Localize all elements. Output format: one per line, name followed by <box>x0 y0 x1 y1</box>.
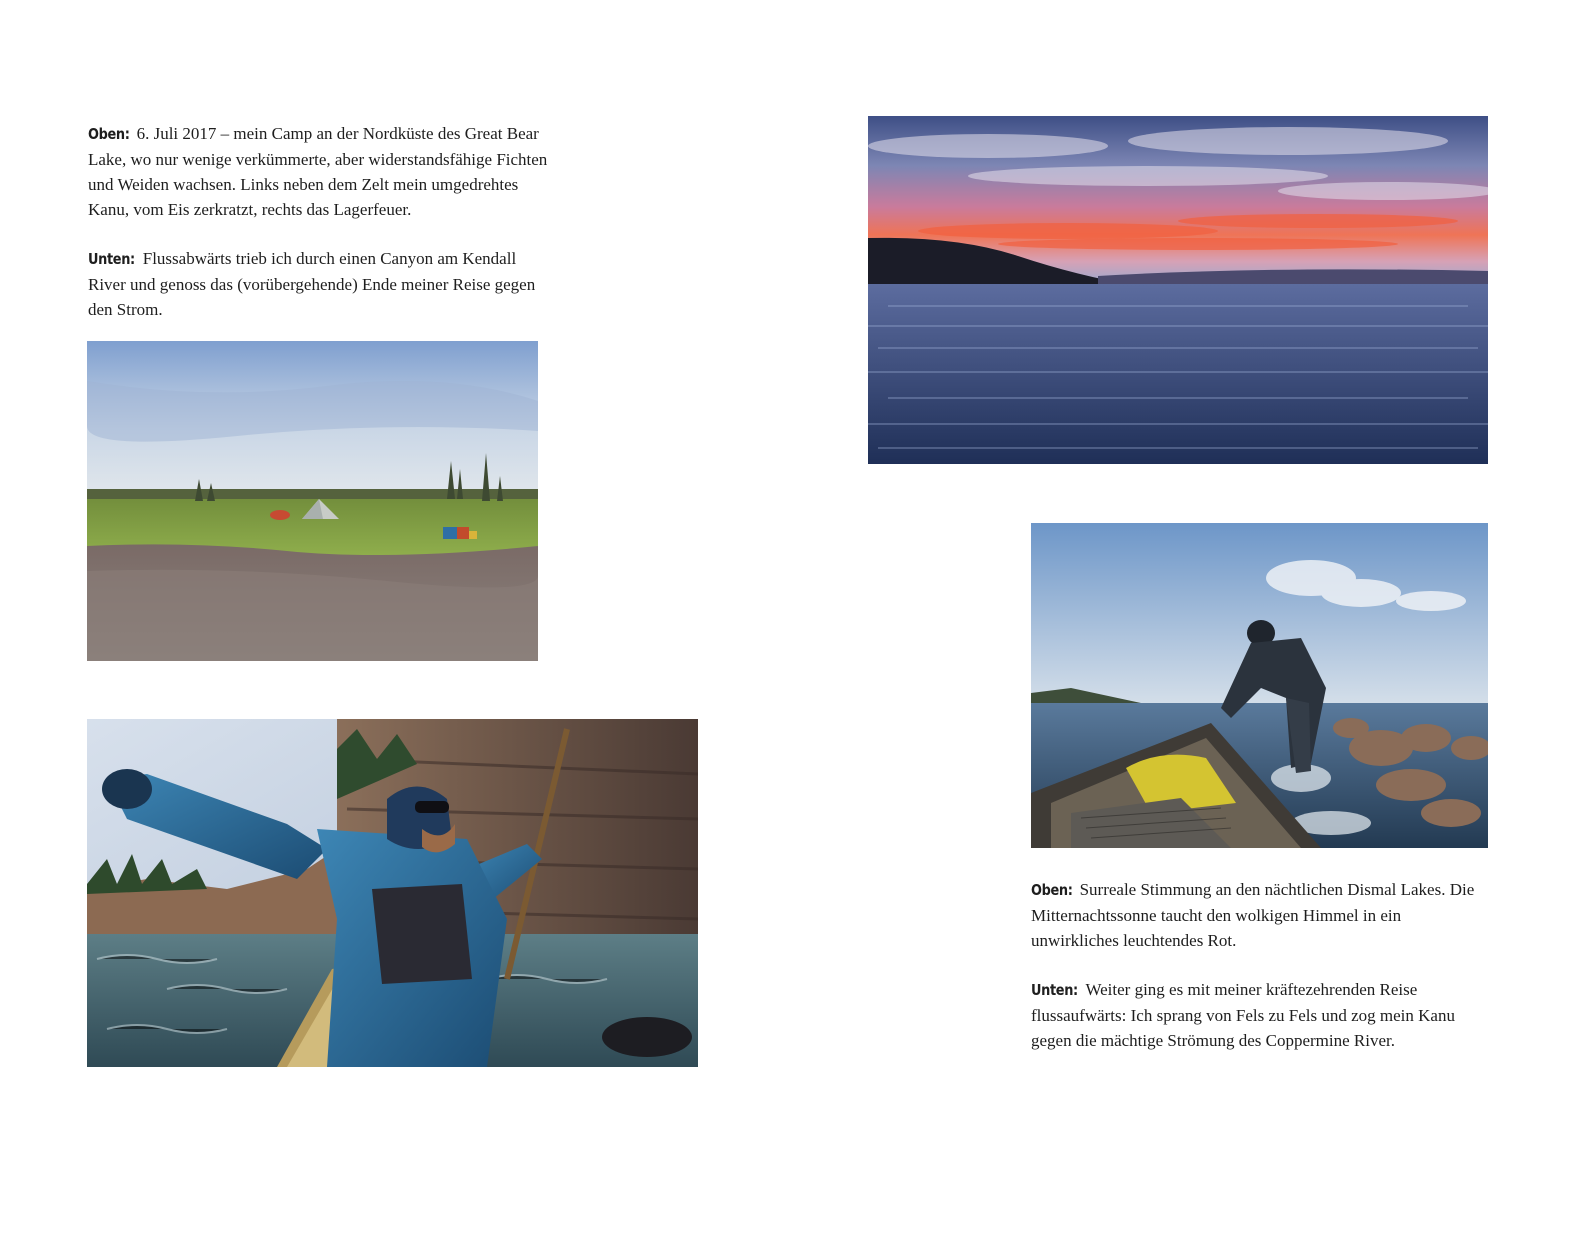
photo-canoe-upstream <box>1031 523 1488 848</box>
caption-left-bottom <box>88 246 548 322</box>
caption-text: Flussabwärts trieb ich durch einen Canyon am Kendall River und genoss das (vorübergehende) Ende meiner Reise gegen den Strom. <box>88 249 536 319</box>
caption-text: Surreale Stimmung an den nächtlichen Dismal Lakes. Die Mitternachtssonne taucht den wolkigen Himmel in ein unwirkliches leuchtendes Rot. <box>1031 880 1475 950</box>
caption-text: 6. Juli 2017 – mein Camp an der Nordküste des Great Bear Lake, wo nur wenige verkümmerte, aber widerstandsfähige Fichten und Weiden wachsen. Links neben dem Zelt mein umgedrehtes Kanu, vom Eis zerkratzt, rechts das Lagerfeuer. <box>88 124 548 219</box>
photo-lake-sunset <box>868 116 1488 464</box>
caption-label: Unten: <box>1031 981 1078 999</box>
caption-text: Weiter ging es mit meiner kräftezehrenden Reise flussaufwärts: Ich sprang von Fels zu Fels und zog mein Kanu gegen die mächtige Strömung des Coppermine River. <box>1031 980 1455 1050</box>
caption-label: Unten: <box>88 250 135 268</box>
photo-camp-tundra <box>87 341 538 661</box>
caption-label: Oben: <box>1031 881 1073 899</box>
caption-right <box>1031 877 1489 1077</box>
caption-right-top <box>1031 877 1489 953</box>
caption-left-top <box>88 121 548 222</box>
photo-canyon-paddler <box>87 719 698 1067</box>
caption-label: Oben: <box>88 125 130 143</box>
caption-right-bottom <box>1031 977 1489 1053</box>
caption-left <box>88 121 548 346</box>
